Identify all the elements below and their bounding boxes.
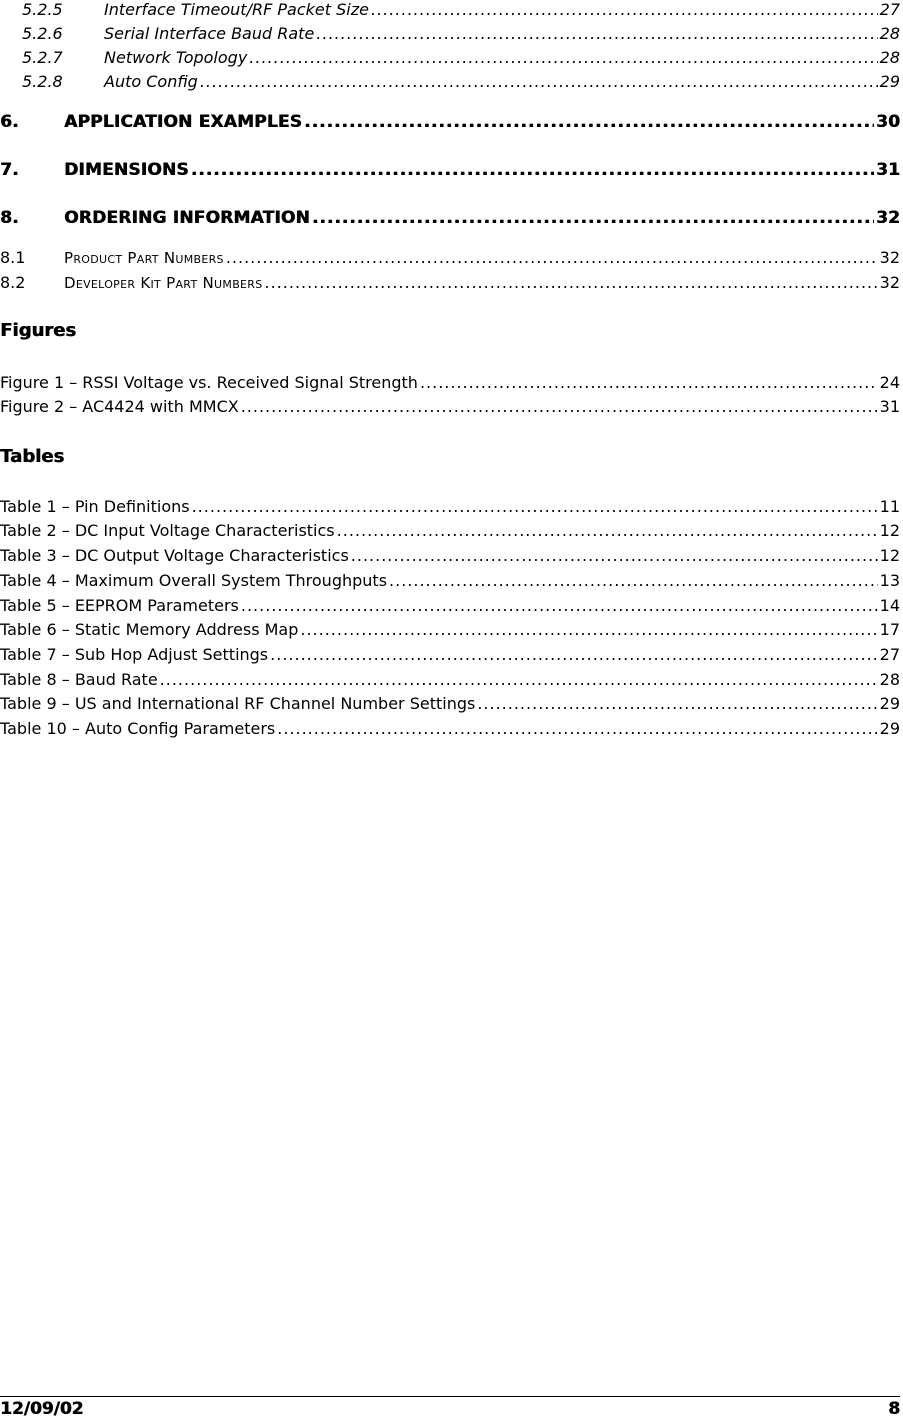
toc-dot-leader: [371, 0, 878, 20]
toc-chapter-title: ORDERING INFORMATION: [64, 208, 310, 228]
toc-dot-leader: [316, 24, 877, 44]
toc-dot-leader: [312, 208, 874, 228]
table-entry-page: 14: [879, 596, 900, 615]
tables-heading: Tables: [0, 446, 65, 467]
page-footer: [0, 1399, 900, 1419]
toc-dot-leader: [249, 48, 877, 68]
footer-date: 12/09/02: [0, 1399, 84, 1419]
table-entry-title: Table 10 – Auto Config Parameters: [0, 719, 276, 738]
toc-chapter-8[interactable]: [0, 206, 900, 228]
toc-entry-title: Interface Timeout/RF Packet Size: [104, 0, 369, 19]
toc-chapter-page: 32: [875, 208, 900, 228]
table-entry-title: Table 3 – DC Output Voltage Characteristics: [0, 546, 349, 565]
table-entry-page: 28: [879, 670, 900, 689]
toc-dot-leader: [277, 719, 877, 739]
toc-entry-title: Auto Config: [104, 72, 198, 91]
figure-entry[interactable]: [0, 371, 900, 393]
table-entry-page: 27: [879, 645, 900, 664]
figure-entry-page: 31: [879, 397, 900, 416]
toc-entry-number: 8.1: [0, 248, 26, 267]
toc-entry-page: 28: [879, 48, 900, 67]
toc-entry-number: 8.2: [0, 273, 26, 292]
table-entry-title: Table 1 – Pin Definitions: [0, 497, 190, 516]
toc-entry-5-2-8[interactable]: [0, 70, 900, 92]
toc-entry-page: 32: [879, 248, 900, 267]
toc-dot-leader: [420, 373, 878, 393]
toc-dot-leader: [160, 670, 878, 690]
toc-dot-leader: [200, 72, 878, 92]
toc-entry-title: Developer Kit Part Numbers: [64, 274, 263, 292]
toc-entry-page: 32: [879, 273, 900, 292]
toc-dot-leader: [304, 112, 874, 132]
table-entry-title: Table 6 – Static Memory Address Map: [0, 620, 299, 639]
toc-dot-leader: [477, 694, 877, 714]
table-entry[interactable]: [0, 544, 900, 566]
table-entry[interactable]: [0, 594, 900, 616]
toc-entry-number: 5.2.6: [22, 24, 63, 43]
toc-entry-page: 27: [879, 0, 900, 19]
table-entry-page: 13: [879, 571, 900, 590]
toc-entry-page: 28: [879, 24, 900, 43]
toc-entry-number: 5.2.5: [22, 0, 63, 19]
table-entry-title: Table 2 – DC Input Voltage Characteristics: [0, 521, 335, 540]
toc-chapter-page: 31: [875, 160, 900, 180]
figure-entry[interactable]: [0, 395, 900, 417]
toc-entry-page: 29: [879, 72, 900, 91]
table-entry[interactable]: [0, 569, 900, 591]
table-entry[interactable]: [0, 643, 900, 665]
table-entry-title: Table 9 – US and International RF Channel Number Settings: [0, 694, 476, 713]
table-entry-title: Table 8 – Baud Rate: [0, 670, 158, 689]
toc-dot-leader: [351, 546, 878, 566]
table-entry[interactable]: [0, 692, 900, 714]
toc-entry-title: Serial Interface Baud Rate: [104, 24, 315, 43]
toc-dot-leader: [300, 620, 877, 640]
toc-entry-number: 5.2.8: [22, 72, 63, 91]
table-entry-page: 12: [879, 546, 900, 565]
footer-page-number: 8: [888, 1399, 900, 1419]
toc-entry-5-2-6[interactable]: [0, 22, 900, 44]
table-entry-title: Table 5 – EEPROM Parameters: [0, 596, 239, 615]
table-entry-page: 29: [879, 694, 900, 713]
toc-dot-leader: [389, 571, 878, 591]
toc-chapter-number: 6.: [0, 112, 19, 132]
table-entry-page: 11: [879, 497, 900, 516]
toc-chapter-title: APPLICATION EXAMPLES: [64, 112, 303, 132]
toc-chapter-title: DIMENSIONS: [64, 160, 189, 180]
table-entry[interactable]: [0, 519, 900, 541]
toc-entry-5-2-7[interactable]: [0, 46, 900, 68]
table-entry-title: Table 4 – Maximum Overall System Throughputs: [0, 571, 388, 590]
toc-dot-leader: [226, 248, 878, 268]
table-entry-page: 29: [879, 719, 900, 738]
toc-dot-leader: [337, 521, 878, 541]
toc-chapter-number: 7.: [0, 160, 19, 180]
toc-entry-8-1[interactable]: [0, 246, 900, 268]
toc-chapter-page: 30: [875, 112, 900, 132]
toc-entry-title: Network Topology: [104, 48, 248, 67]
toc-chapter-7[interactable]: [0, 158, 900, 180]
toc-dot-leader: [241, 596, 878, 616]
table-entry-page: 12: [879, 521, 900, 540]
toc-dot-leader: [270, 645, 878, 665]
toc-entry-title: Product Part Numbers: [64, 249, 224, 267]
table-entry[interactable]: [0, 668, 900, 690]
figures-heading: Figures: [0, 320, 76, 341]
figure-entry-title: Figure 1 – RSSI Voltage vs. Received Signal Strength: [0, 373, 418, 392]
toc-dot-leader: [241, 397, 878, 417]
toc-dot-leader: [191, 160, 874, 180]
table-entry[interactable]: [0, 495, 900, 517]
toc-dot-leader: [265, 273, 878, 293]
table-entry[interactable]: [0, 717, 900, 739]
table-entry[interactable]: [0, 618, 900, 640]
toc-entry-number: 5.2.7: [22, 48, 63, 67]
figure-entry-page: 24: [879, 373, 900, 392]
toc-dot-leader: [192, 497, 878, 517]
table-entry-page: 17: [879, 620, 900, 639]
toc-chapter-number: 8.: [0, 208, 19, 228]
toc-entry-5-2-5[interactable]: [0, 0, 900, 20]
table-entry-title: Table 7 – Sub Hop Adjust Settings: [0, 645, 269, 664]
figure-entry-title: Figure 2 – AC4424 with MMCX: [0, 397, 239, 416]
footer-divider: [0, 1396, 900, 1397]
toc-chapter-6[interactable]: [0, 110, 900, 132]
toc-entry-8-2[interactable]: [0, 271, 900, 293]
